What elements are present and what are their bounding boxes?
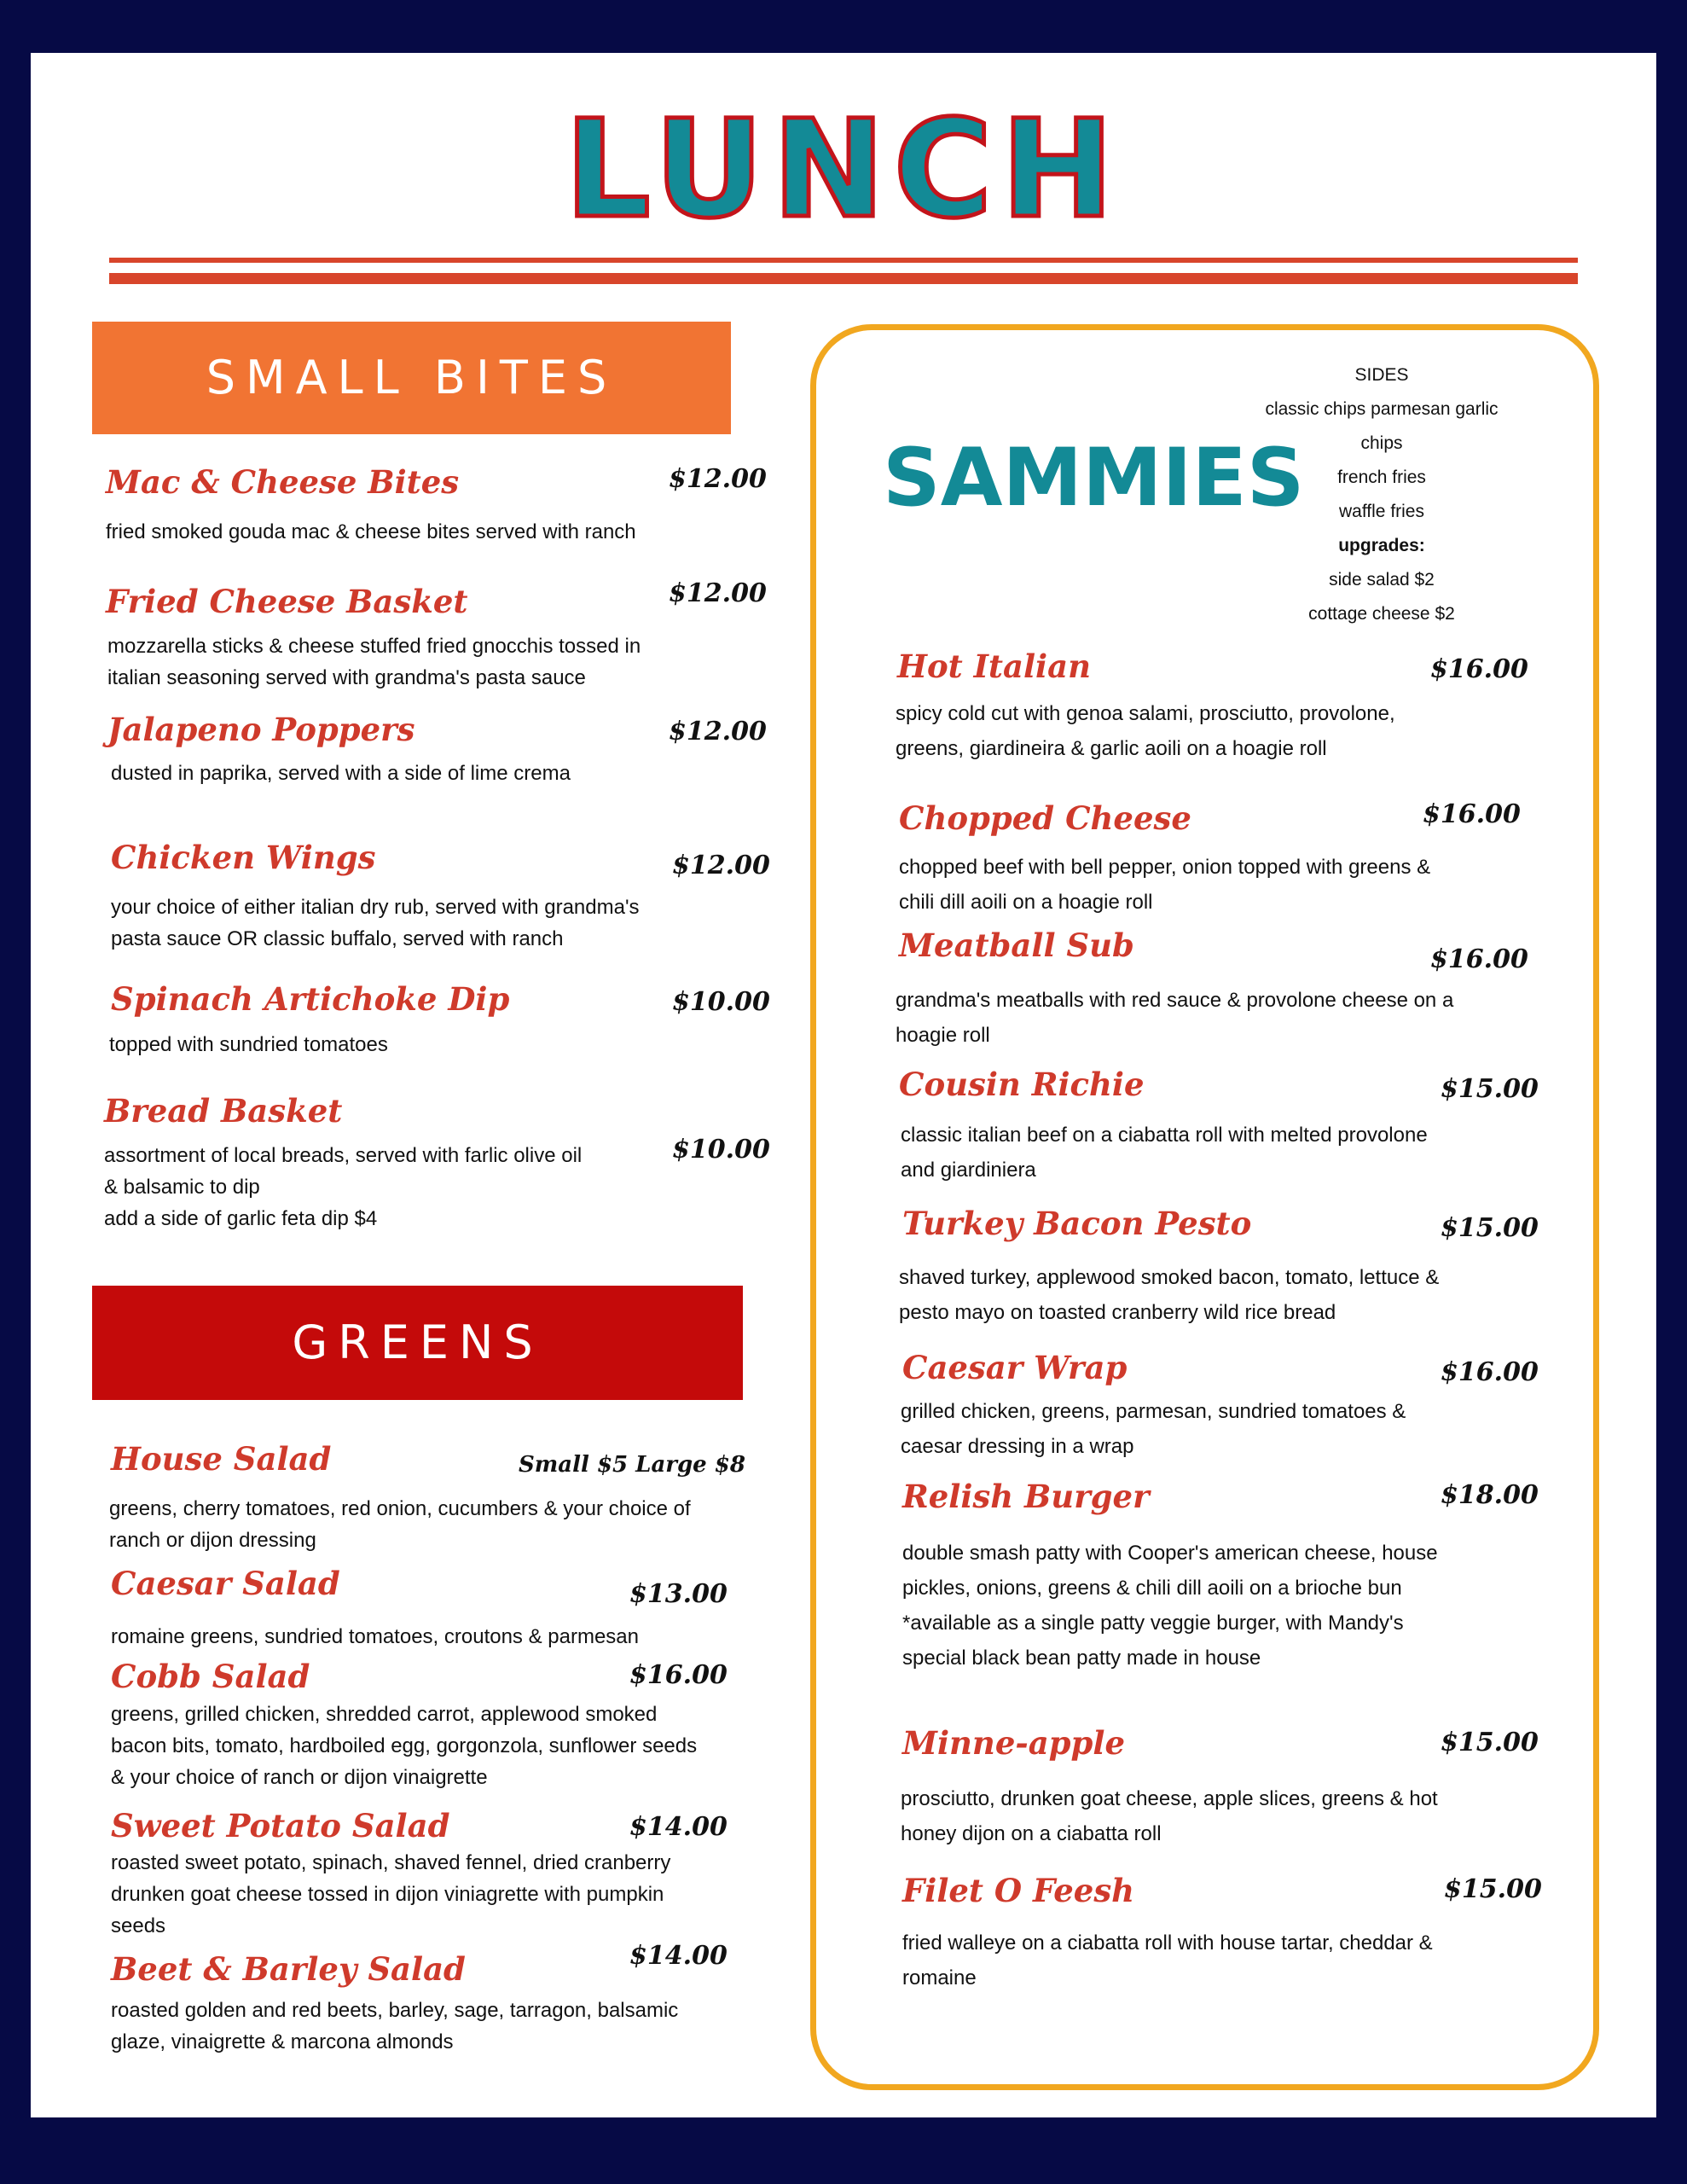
small-bites-item-price: $12.00 [669, 717, 767, 746]
greens-item-desc: greens, grilled chicken, shredded carrot, applewood smoked bacon bits, tomato, hardboiled egg, gorgonzola, sunflower seeds & your choice of ranch or dijon vinaigrette [111, 1703, 698, 1789]
greens-item-desc: roasted golden and red beets, barley, sage, tarragon, balsamic glaze, vinaigrette & marcona almonds [111, 1999, 679, 2053]
sammies-item-price: $16.00 [1441, 1357, 1539, 1387]
small-bites-item-desc: dusted in paprika, served with a side of lime crema [111, 762, 571, 785]
sammies-item-desc: prosciutto, drunken goat cheese, apple slices, greens & hot honey dijon on a ciabatta roll [901, 1787, 1438, 1845]
greens-heading: GREENS [92, 1286, 743, 1400]
greens-item-price: $16.00 [629, 1660, 728, 1690]
sides-line: french fries [1337, 468, 1426, 487]
small-bites-item-name: Mac & Cheese Bites [106, 463, 460, 501]
sammies-heading: SAMMIES [883, 432, 1305, 525]
sammies-item-price: $16.00 [1430, 654, 1528, 684]
sides-line: waffle fries [1339, 502, 1424, 521]
sammies-item-name: Cousin Richie [899, 1066, 1145, 1103]
upgrades-heading: upgrades: [1338, 536, 1425, 555]
sammies-item-desc: spicy cold cut with genoa salami, prosciutto, provolone, greens, giardineira & garlic aoili on a hoagie roll [896, 702, 1395, 760]
small-bites-item-desc: fried smoked gouda mac & cheese bites served with ranch [106, 520, 636, 543]
sammies-item-price: $18.00 [1441, 1480, 1539, 1510]
sammies-item-name: Meatball Sub [899, 926, 1134, 964]
greens-item-name: Caesar Salad [111, 1565, 340, 1602]
sammies-item-price: $15.00 [1441, 1213, 1539, 1243]
greens-item-desc: roasted sweet potato, spinach, shaved fennel, dried cranberry drunken goat cheese tossed in dijon viniagrette with pumpkin seeds [111, 1851, 671, 1937]
sammies-item-name: Caesar Wrap [902, 1349, 1128, 1386]
small-bites-item-name: Spinach Artichoke Dip [111, 980, 510, 1018]
small-bites-item-desc: topped with sundried tomatoes [109, 1033, 388, 1056]
title-divider-thin [109, 258, 1578, 263]
sammies-item-desc: fried walleye on a ciabatta roll with house tartar, cheddar & romaine [902, 1931, 1433, 1989]
small-bites-item-name: Chicken Wings [111, 839, 376, 876]
sammies-item-desc: grilled chicken, greens, parmesan, sundried tomatoes & caesar dressing in a wrap [901, 1400, 1406, 1458]
sammies-item-name: Chopped Cheese [899, 799, 1191, 837]
upgrade-line: cottage cheese $2 [1308, 604, 1455, 624]
upgrade-line: side salad $2 [1329, 570, 1435, 590]
small-bites-item-price: $12.00 [669, 578, 767, 608]
sides-heading: SIDES [1354, 365, 1409, 385]
sammies-item-desc: grandma's meatballs with red sauce & provolone cheese on a hoagie roll [896, 989, 1454, 1047]
sammies-item-name: Minne-apple [902, 1724, 1126, 1762]
greens-item-price: $13.00 [629, 1579, 728, 1609]
title-divider-thick [109, 273, 1578, 284]
sides-list [1254, 358, 1510, 631]
sides-line: classic chips parmesan garlic [1265, 399, 1499, 419]
small-bites-item-name: Bread Basket [104, 1092, 343, 1130]
small-bites-item-price: $10.00 [672, 987, 770, 1017]
sammies-item-price: $15.00 [1441, 1728, 1539, 1757]
sammies-item-name: Hot Italian [897, 648, 1091, 685]
small-bites-item-price: $12.00 [672, 851, 770, 880]
sammies-item-desc: chopped beef with bell pepper, onion topped with greens & chili dill aoili on a hoagie roll [899, 856, 1431, 914]
greens-item-name: Sweet Potato Salad [111, 1807, 450, 1844]
greens-item-price: Small $5 Large $8 [519, 1452, 745, 1478]
small-bites-item-desc: assortment of local breads, served with farlic olive oil & balsamic to dip add a side of garlic feta dip $4 [104, 1144, 583, 1230]
greens-item-name: Beet & Barley Salad [111, 1950, 466, 1988]
greens-item-name: Cobb Salad [111, 1658, 310, 1695]
sammies-item-desc: classic italian beef on a ciabatta roll with melted provolone and giardiniera [901, 1124, 1428, 1182]
small-bites-heading: SMALL BITES [92, 322, 731, 434]
greens-item-desc: greens, cherry tomatoes, red onion, cucumbers & your choice of ranch or dijon dressing [109, 1497, 691, 1552]
sammies-item-name: Relish Burger [902, 1478, 1150, 1515]
greens-item-name: House Salad [111, 1440, 332, 1478]
greens-item-price: $14.00 [629, 1812, 728, 1842]
sammies-item-price: $16.00 [1423, 799, 1521, 829]
small-bites-item-price: $10.00 [672, 1135, 770, 1165]
small-bites-item-desc: mozzarella sticks & cheese stuffed fried gnocchis tossed in italian seasoning served with grandma's pasta sauce [107, 635, 641, 689]
sammies-item-name: Turkey Bacon Pesto [902, 1205, 1252, 1242]
sammies-item-desc: shaved turkey, applewood smoked bacon, tomato, lettuce & pesto mayo on toasted cranberry wild rice bread [899, 1266, 1440, 1324]
sides-line: chips [1360, 433, 1403, 453]
small-bites-item-desc: your choice of either italian dry rub, served with grandma's pasta sauce OR classic buffalo, served with ranch [111, 896, 640, 950]
sammies-item-price: $15.00 [1441, 1074, 1539, 1104]
greens-item-price: $14.00 [629, 1941, 728, 1971]
sammies-item-price: $15.00 [1444, 1874, 1542, 1904]
greens-item-desc: romaine greens, sundried tomatoes, croutons & parmesan [111, 1625, 639, 1648]
sammies-item-desc: double smash patty with Cooper's american cheese, house pickles, onions, greens & chili dill aoili on a brioche bun *available as a single patty veggie burger, with Mandy's special black bean patty made in house [902, 1542, 1438, 1670]
sammies-item-price: $16.00 [1430, 944, 1528, 974]
menu-title: LUNCH [565, 91, 1122, 248]
small-bites-item-name: Fried Cheese Basket [106, 583, 468, 620]
sammies-item-name: Filet O Feesh [902, 1872, 1135, 1909]
small-bites-item-price: $12.00 [669, 464, 767, 494]
small-bites-item-name: Jalapeno Poppers [107, 711, 415, 748]
